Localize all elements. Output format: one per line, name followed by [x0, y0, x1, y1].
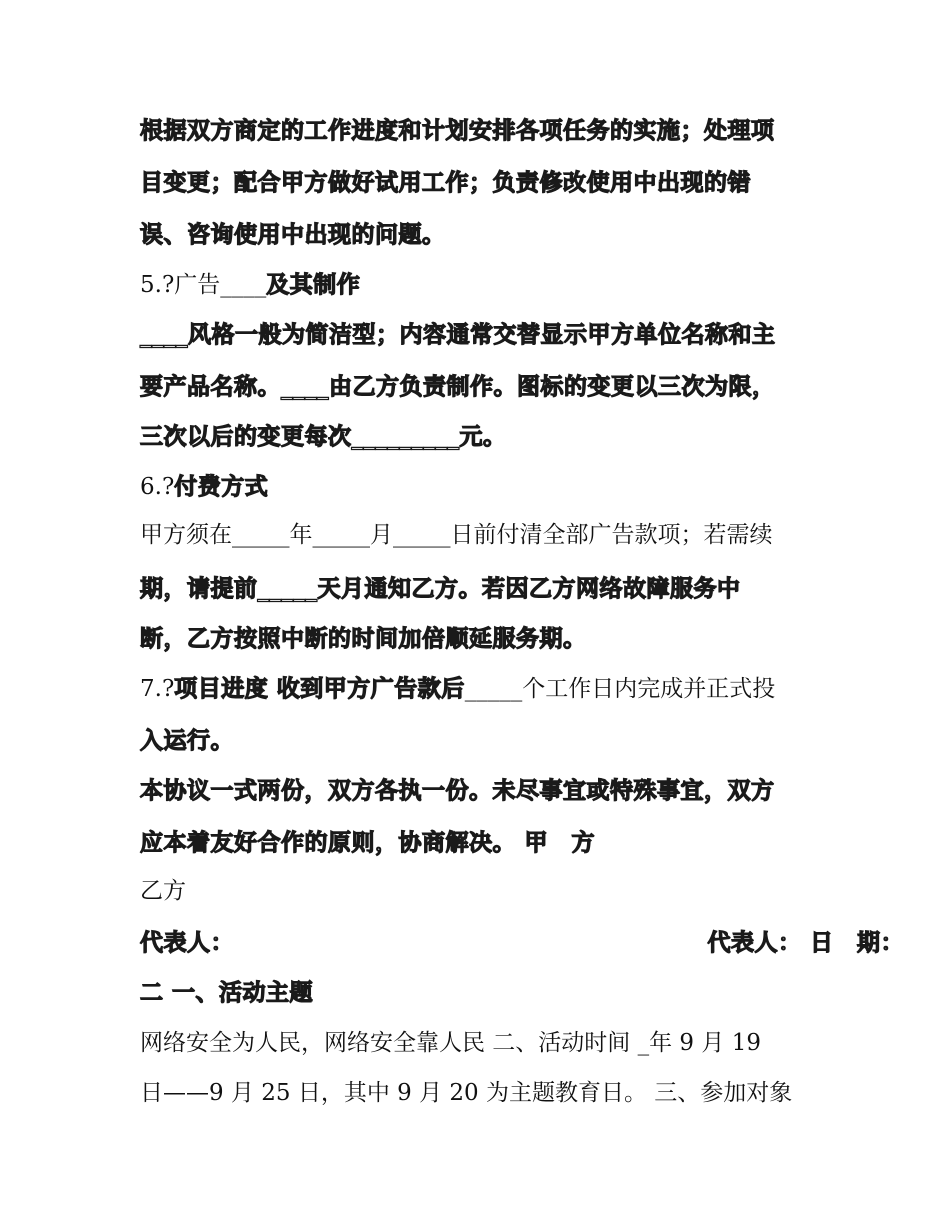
text-segment: 乙方 [140, 878, 186, 904]
text-segment: 6.? [140, 474, 175, 500]
text-line [140, 624, 587, 654]
text-segment: _____个工作日内完成并正式投 [464, 676, 776, 702]
text-segment: 要产品名称。____由乙方负责制作。图标的变更以三次为限， [140, 374, 776, 400]
text-line [140, 674, 775, 704]
text-segment: ____风格一般为简洁型；内容通常交替显示甲方单位名称和主 [140, 322, 776, 348]
text-segment: 项目进度 收到甲方广告款后 [174, 676, 465, 702]
text-line [140, 978, 313, 1008]
text-line [140, 220, 446, 250]
text-segment: 日——9 月 25 日，其中 9 月 20 为主题教育日。 三、参加对象 [140, 1080, 793, 1106]
text-segment: 付费方式 [174, 474, 269, 500]
text-line [140, 928, 234, 958]
text-line [140, 372, 776, 402]
text-line [140, 520, 773, 550]
text-line [140, 828, 595, 858]
text-segment: 甲方须在_____年_____月_____日前付清全部广告款项；若需续 [140, 522, 773, 548]
text-segment: 误、咨询使用中出现的问题。 [140, 222, 446, 248]
text-line [140, 776, 775, 806]
text-segment: 本协议一式两份，双方各执一份。未尽事宜或特殊事宜，双方 [140, 778, 775, 804]
text-segment: 及其制作 [266, 272, 361, 298]
text-line [140, 726, 234, 756]
text-segment: 目变更；配合甲方做好试用工作；负责修改使用中出现的错 [140, 170, 751, 196]
text-segment: 7.? [140, 676, 175, 702]
text-segment: 入运行。 [140, 728, 234, 754]
text-segment: 二 一、活动主题 [140, 980, 314, 1006]
text-line [140, 1028, 761, 1058]
text-segment: 5.?广告____ [140, 272, 267, 298]
text-line [140, 168, 751, 198]
text-line [140, 116, 775, 146]
text-segment: 断，乙方按照中断的时间加倍顺延服务期。 [140, 626, 587, 652]
text-line [140, 472, 268, 502]
text-line [140, 574, 741, 604]
text-line [140, 320, 776, 350]
text-line [140, 422, 507, 452]
text-line [140, 1078, 792, 1108]
right-signature: 代表人： 日 期： [707, 930, 904, 956]
text-segment: 三次以后的变更每次_________元。 [140, 424, 507, 450]
text-segment: 代表人： [140, 930, 234, 956]
text-segment: 网络安全为人民，网络安全靠人民 二、活动时间 _年 9 月 19 [140, 1030, 761, 1056]
text-line [140, 270, 360, 300]
text-line [140, 876, 186, 906]
text-segment: 根据双方商定的工作进度和计划安排各项任务的实施；处理项 [140, 118, 775, 144]
text-segment: 应本着友好合作的原则，协商解决。 甲 方 [140, 830, 596, 856]
text-segment: 期，请提前_____天月通知乙方。若因乙方网络故障服务中 [140, 576, 741, 602]
